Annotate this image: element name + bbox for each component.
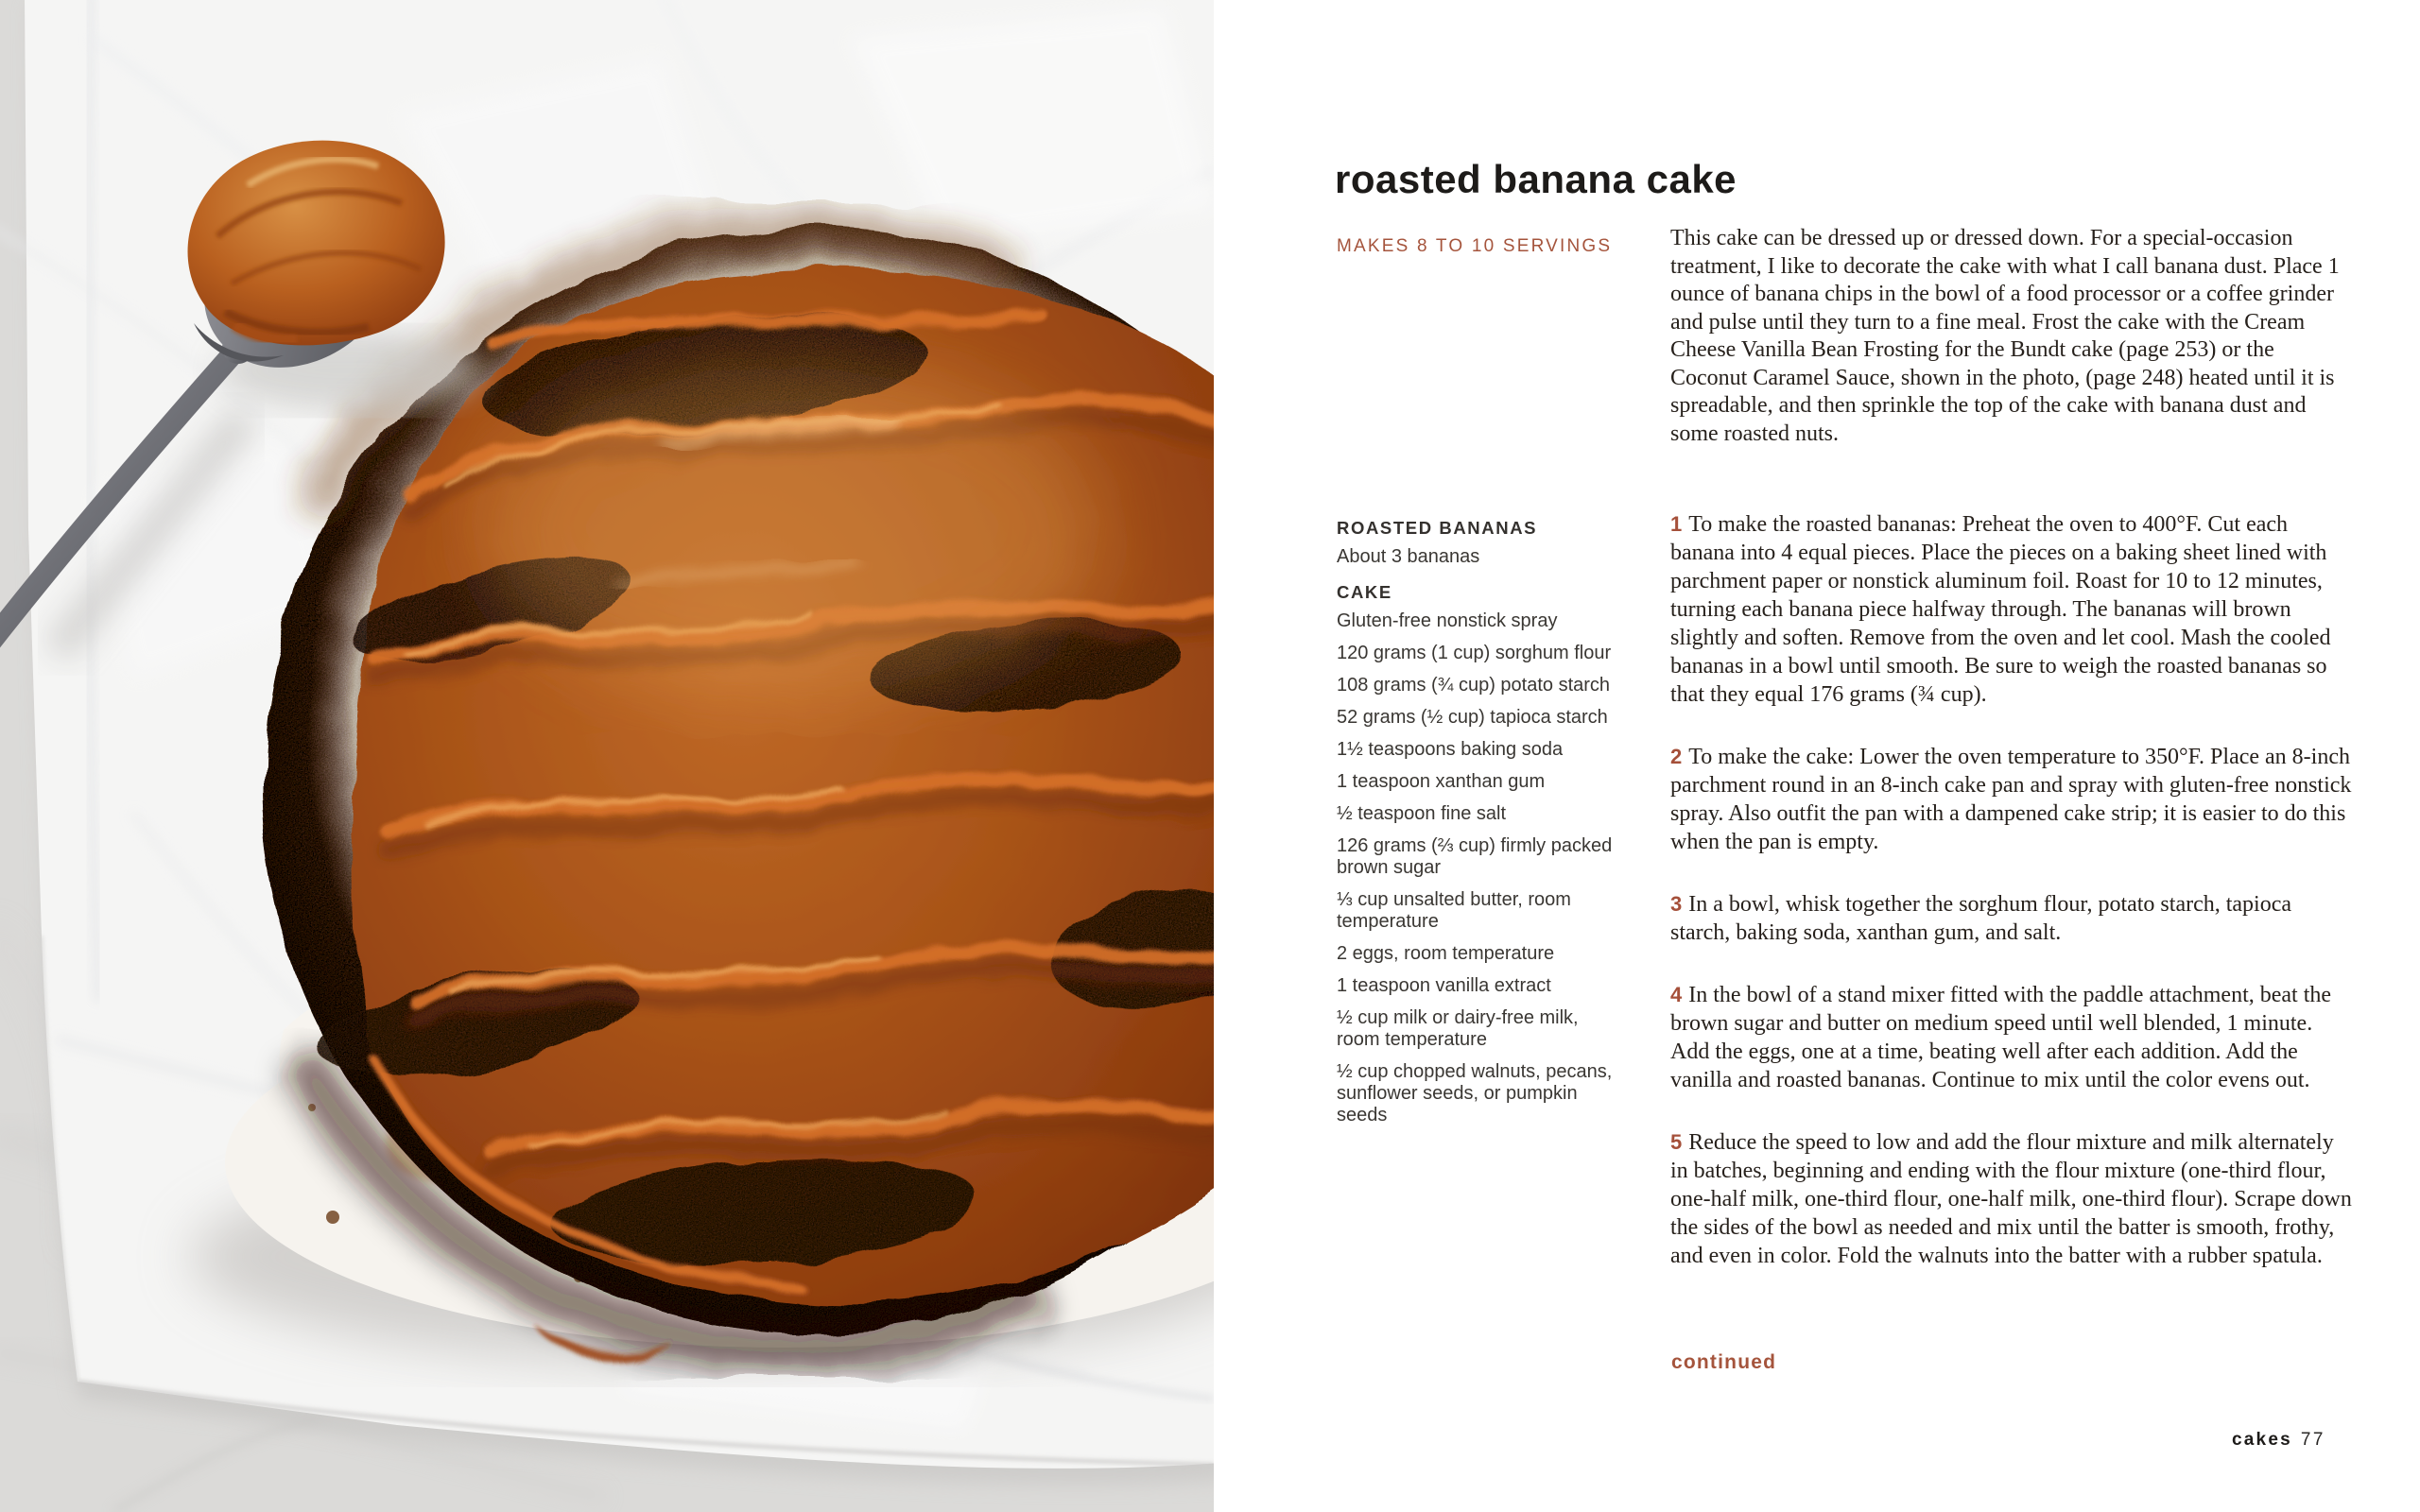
ingredient-section-header: CAKE (1337, 582, 1392, 602)
footer-section-label: cakes (2232, 1430, 2292, 1450)
recipe-steps (1670, 510, 2353, 1304)
step-number: 3 (1670, 892, 1683, 916)
step-number: 5 (1670, 1130, 1683, 1154)
page-footer (2136, 1430, 2325, 1451)
ingredient-item: 2 eggs, room temperature (1337, 943, 1555, 964)
ingredient-item: 1 teaspoon xanthan gum (1337, 771, 1546, 792)
ingredient-item: ½ teaspoon fine salt (1337, 803, 1507, 824)
recipe-intro: This cake can be dressed up or dressed down. For a special-occasion treatment, I like to decorate the cake with what I call banana dust. Place 1 ounce of banana chips in the bowl of a food processor or a coffee grinder and pulse until they turn to a fine meal. Frost the cake with the Cream Cheese Vanilla Bean Frosting for the Bundt cake (page 253) or the Coconut Caramel Sauce, shown in the photo, (page 248) heated until it is spreadable, and then sprinkle the top of the cake with banana dust and some roasted nuts. (1670, 226, 2340, 446)
ingredient-item: ½ cup chopped walnuts, pecans, sunflower seeds, or pumpkin seeds (1337, 1061, 1613, 1125)
recipe-step (1670, 743, 2353, 856)
ingredient-item: 108 grams (¾ cup) potato starch (1337, 675, 1611, 696)
ingredient-section-header: ROASTED BANANAS (1337, 518, 1538, 538)
ingredient-item: 52 grams (½ cup) tapioca starch (1337, 707, 1608, 728)
ingredient-section-roasted-bananas (1337, 517, 1622, 568)
step-number: 4 (1670, 983, 1683, 1006)
step-text: In a bowl, whisk together the sorghum flour, potato starch, tapioca starch, baking soda, xanthan gum, and salt. (1670, 892, 2292, 945)
step-text: Reduce the speed to low and add the flour mixture and milk alternately in batches, beginning and ending with the flour mixture (one-third flour, one-half milk, one-third flour, one-half milk, one-third flour). Scrape down the sides of the bowl as needed and mix until the batter is smooth, frothy, and even in color. Fold the walnuts into the batter with a rubber spatula. (1670, 1130, 2352, 1268)
step-text: To make the roasted bananas: Preheat the oven to 400°F. Cut each banana into 4 equal pieces. Place the pieces on a baking sheet lined with parchment paper or nonstick aluminum foil. Roast for 10 to 12 minutes, turning each banana piece halfway through. The bananas will brown slightly and soften. Remove from the oven and let cool. Mash the cooled bananas in a bowl until smooth. Be sure to weigh the roasted bananas so that they equal 176 grams (¾ cup). (1670, 512, 2331, 707)
recipe-step (1670, 981, 2353, 1094)
ingredient-item: 1 teaspoon vanilla extract (1337, 975, 1551, 996)
ingredient-item: About 3 bananas (1337, 546, 1480, 567)
recipe-step (1670, 510, 2353, 709)
ingredient-item: ½ cup milk or dairy-free milk, room temperature (1337, 1007, 1579, 1050)
ingredient-item: ⅓ cup unsalted butter, room temperature (1337, 889, 1571, 932)
step-number: 1 (1670, 512, 1683, 536)
ingredient-list (1337, 517, 1622, 1137)
continued-label: continued (1671, 1351, 1777, 1373)
recipe-title: roasted banana cake (1335, 157, 1737, 202)
step-number: 2 (1670, 745, 1683, 768)
ingredient-item: 120 grams (1 cup) sorghum flour (1337, 643, 1612, 663)
ingredient-item: 126 grams (⅔ cup) firmly packed brown sugar (1337, 835, 1613, 878)
recipe-step (1670, 1128, 2353, 1270)
footer-page-number: 77 (2300, 1430, 2325, 1450)
step-text: In the bowl of a stand mixer fitted with the paddle attachment, beat the brown sugar and butter on medium speed until well blended, 1 minute. Add the eggs, one at a time, beating well after each addition. Add the vanilla and roasted bananas. Continue to mix until the color evens out. (1670, 983, 2332, 1092)
ingredient-item: 1½ teaspoons baking soda (1337, 739, 1564, 760)
servings-label: MAKES 8 TO 10 SERVINGS (1337, 236, 1613, 256)
ingredient-item: Gluten-free nonstick spray (1337, 610, 1558, 631)
ingredient-section-cake (1337, 581, 1622, 1126)
step-text: To make the cake: Lower the oven temperature to 350°F. Place an 8-inch parchment round in an 8-inch cake pan and spray with gluten-free nonstick spray. Also outfit the pan with a dampened cake strip; it is easier to do this when the pan is empty. (1670, 745, 2352, 854)
recipe-step (1670, 890, 2353, 947)
